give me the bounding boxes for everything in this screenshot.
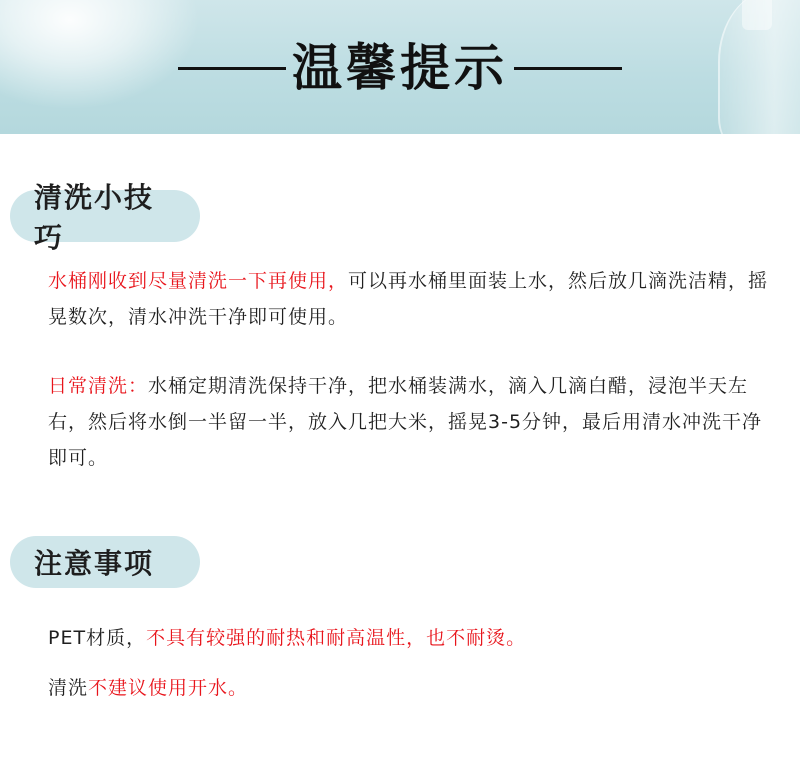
note-paragraph-washing — [48, 670, 778, 706]
tip-text: 可以再水桶里面装上水，然后放几滴洗洁精，摇晃数次，清水冲洗干净即可使用。 — [48, 270, 769, 328]
section-heading-precautions: 注意事项 — [10, 536, 200, 588]
tip-paragraph-first-use — [48, 263, 778, 335]
page-title: 温馨提示 — [292, 39, 508, 97]
title-right-rule — [514, 67, 622, 70]
title-left-rule — [178, 67, 286, 70]
note-prefix: 清洗 — [48, 677, 89, 699]
title-row — [0, 28, 800, 108]
note-highlight: 不建议使用开水。 — [88, 677, 249, 699]
tip-highlight: 日常清洗： — [48, 375, 149, 397]
section-heading-cleaning-tips: 清洗小技巧 — [10, 190, 200, 242]
note-paragraph-material — [48, 620, 778, 656]
note-highlight: 不具有较强的耐热和耐高温性，也不耐烫。 — [146, 627, 527, 649]
note-prefix: PET材质， — [48, 627, 147, 649]
tip-paragraph-daily-cleaning — [48, 368, 778, 476]
tip-text: 水桶定期清洗保持干净，把水桶装满水，滴入几滴白醋，浸泡半天左右，然后将水倒一半留一半，放入几把大米，摇晃3-5分钟，最后用清水冲洗干净即可。 — [48, 375, 763, 469]
tip-highlight: 水桶刚收到尽量清洗一下再使用， — [48, 270, 349, 292]
